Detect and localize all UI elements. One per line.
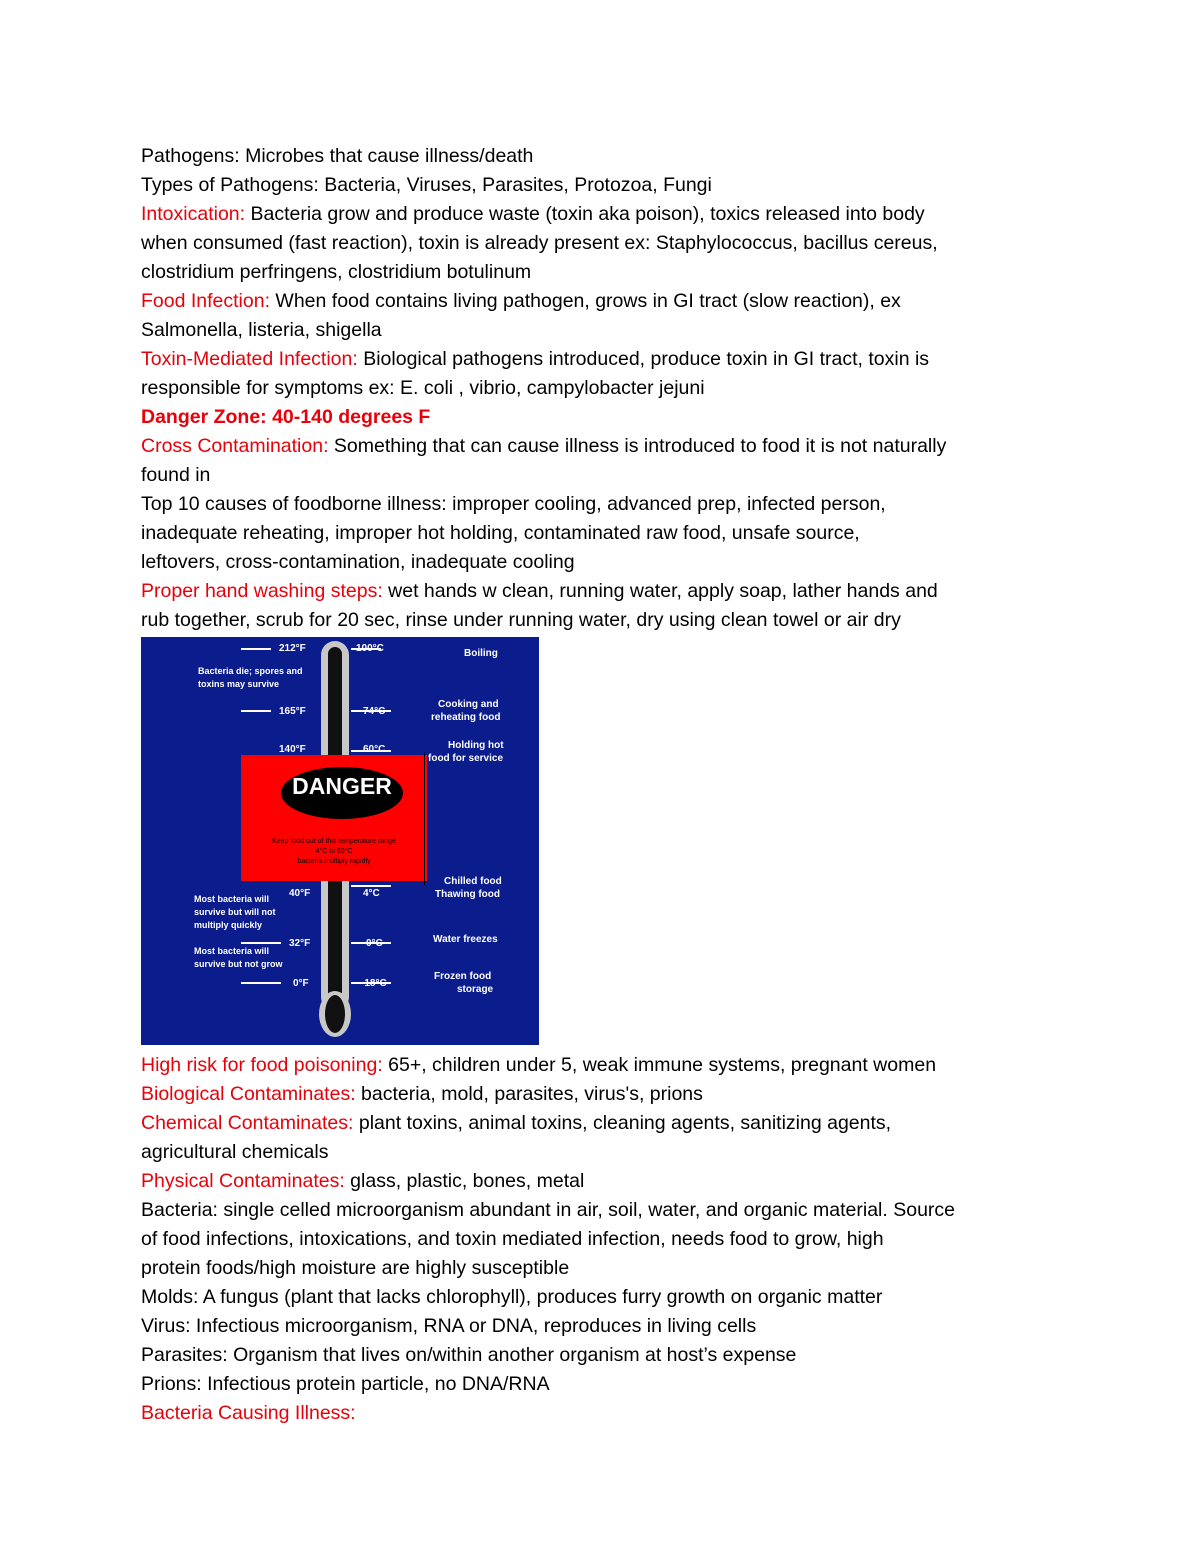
line-text: when consumed (fast reaction), toxin is already present ex: Staphylococcus, bacillus cereus, xyxy=(141,232,938,254)
label-32f: 32°F xyxy=(289,938,311,949)
text-line xyxy=(141,142,1081,171)
line-text: clostridium perfringens, clostridium botulinum xyxy=(141,261,532,283)
label-most-b2: survive but not grow xyxy=(194,959,283,969)
text-line xyxy=(141,1312,1081,1341)
label-165f: 165°F xyxy=(279,706,306,717)
term-label: Bacteria Causing Illness: xyxy=(141,1402,356,1424)
line-text: Top 10 causes of foodborne illness: improper cooling, advanced prep, infected person, xyxy=(141,493,886,515)
notes-top xyxy=(141,142,1081,635)
label-holding-2: food for service xyxy=(428,753,504,764)
term-label: Danger Zone: 40-140 degrees F xyxy=(141,406,431,428)
text-line xyxy=(141,345,1081,374)
text-line xyxy=(141,403,1081,432)
text-line xyxy=(141,548,1081,577)
text-line xyxy=(141,606,1081,635)
text-line xyxy=(141,1080,1081,1109)
text-line xyxy=(141,229,1081,258)
term-label: Food Infection: xyxy=(141,290,270,312)
text-line xyxy=(141,1225,1081,1254)
danger-zone-thermometer-figure xyxy=(141,637,539,1045)
text-line xyxy=(141,1196,1081,1225)
zone-label: ZONE xyxy=(318,799,366,818)
line-text: Bacteria: single celled microorganism abundant in air, soil, water, and organic material. Source xyxy=(141,1199,956,1221)
label-most-3: multiply quickly xyxy=(194,920,263,930)
text-line xyxy=(141,1051,1081,1080)
line-text: 65+, children under 5, weak immune systems, pregnant women xyxy=(382,1054,937,1076)
label-4c: 4°C xyxy=(363,888,380,899)
tick-32 xyxy=(241,942,281,944)
term-label: Toxin-Mediated Infection: xyxy=(141,348,358,370)
line-text: Pathogens: Microbes that cause illness/death xyxy=(141,145,534,167)
line-text: found in xyxy=(141,464,211,486)
label-m18c: -18°C xyxy=(361,978,387,989)
text-line xyxy=(141,171,1081,200)
term-label: High risk for food poisoning: xyxy=(141,1054,383,1076)
line-text: Molds: A fungus (plant that lacks chlorophyll), produces furry growth on organic matter xyxy=(141,1286,883,1308)
text-line xyxy=(141,1167,1081,1196)
thermometer-bulb-inner xyxy=(325,995,345,1033)
document-page xyxy=(141,142,1081,1428)
line-text: Parasites: Organism that lives on/within another organism at host’s expense xyxy=(141,1344,797,1366)
danger-note-line: Keep food out of this temperature range xyxy=(272,838,396,845)
label-chilled-1: Chilled food xyxy=(444,876,502,887)
text-line xyxy=(141,316,1081,345)
text-line xyxy=(141,577,1081,606)
label-212f: 212°F xyxy=(279,643,306,654)
label-holding-1: Holding hot xyxy=(448,740,504,751)
label-water-freezes: Water freezes xyxy=(433,934,498,945)
danger-label: DANGER xyxy=(292,773,392,799)
text-line xyxy=(141,1370,1081,1399)
label-140f: 140°F xyxy=(279,744,306,755)
tick-165 xyxy=(241,710,271,712)
line-text: Something that can cause illness is introduced to food it is not naturally xyxy=(328,435,947,457)
line-text: Bacteria grow and produce waste (toxin aka poison), toxics released into body xyxy=(245,203,925,225)
term-label: Proper hand washing steps: xyxy=(141,580,383,602)
term-label: Intoxication: xyxy=(141,203,246,225)
term-label: Physical Contaminates: xyxy=(141,1170,345,1192)
term-label: Cross Contamination: xyxy=(141,435,329,457)
line-text: inadequate reheating, improper hot holding, contaminated raw food, unsafe source, xyxy=(141,522,860,544)
line-text: When food contains living pathogen, grows in GI tract (slow reaction), ex xyxy=(270,290,901,312)
danger-note xyxy=(241,837,427,867)
text-line xyxy=(141,1283,1081,1312)
label-most-1: Most bacteria will xyxy=(194,894,270,904)
notes-bottom xyxy=(141,1051,1081,1428)
line-text: Salmonella, listeria, shigella xyxy=(141,319,382,341)
label-boiling: Boiling xyxy=(464,648,498,659)
line-text: Virus: Infectious microorganism, RNA or DNA, reproduces in living cells xyxy=(141,1315,757,1337)
text-line xyxy=(141,1138,1081,1167)
term-label: Biological Contaminates: xyxy=(141,1083,356,1105)
text-line xyxy=(141,287,1081,316)
text-line xyxy=(141,258,1081,287)
text-line xyxy=(141,1341,1081,1370)
text-line xyxy=(141,432,1081,461)
line-text: responsible for symptoms ex: E. coli , vibrio, campylobacter jejuni xyxy=(141,377,705,399)
term-label: Chemical Contaminates: xyxy=(141,1112,354,1134)
danger-note-line: bacteria multiply rapidly xyxy=(297,858,371,865)
label-100c: 100°C xyxy=(356,643,384,654)
label-60c: 60°C xyxy=(363,744,386,755)
label-cooking-2: reheating food xyxy=(431,712,501,723)
line-text: plant toxins, animal toxins, cleaning agents, sanitizing agents, xyxy=(353,1112,892,1134)
line-text: rub together, scrub for 20 sec, rinse under running water, dry using clean towel or air dry xyxy=(141,609,901,631)
label-cooking-1: Cooking and xyxy=(438,699,499,710)
text-line xyxy=(141,200,1081,229)
text-line xyxy=(141,1109,1081,1138)
line-text: wet hands w clean, running water, apply soap, lather hands and xyxy=(382,580,938,602)
danger-note-line: 4°C to 60°C xyxy=(315,848,353,855)
label-0f: 0°F xyxy=(293,978,309,989)
text-line xyxy=(141,374,1081,403)
label-40f: 40°F xyxy=(289,888,311,899)
text-line xyxy=(141,1399,1081,1428)
label-0c: 0°C xyxy=(366,938,383,949)
label-most-b1: Most bacteria will xyxy=(194,946,270,956)
line-text: of food infections, intoxications, and toxin mediated infection, needs food to grow, high xyxy=(141,1228,884,1250)
line-text: agricultural chemicals xyxy=(141,1141,329,1163)
tick-0f xyxy=(241,982,281,984)
line-text: protein foods/high moisture are highly susceptible xyxy=(141,1257,570,1279)
label-chilled-2: Thawing food xyxy=(435,889,500,900)
label-frozen-2: storage xyxy=(457,984,494,995)
label-74c: 74°C xyxy=(363,706,386,717)
label-bacteria-die-1: Bacteria die; spores and xyxy=(198,666,303,676)
text-line xyxy=(141,490,1081,519)
line-text: leftovers, cross-contamination, inadequate cooling xyxy=(141,551,575,573)
label-most-2: survive but will not xyxy=(194,907,276,917)
label-frozen-1: Frozen food xyxy=(434,971,492,982)
text-line xyxy=(141,461,1081,490)
line-text: bacteria, mold, parasites, virus's, prions xyxy=(355,1083,703,1105)
text-line xyxy=(141,1254,1081,1283)
text-line xyxy=(141,519,1081,548)
line-text: Types of Pathogens: Bacteria, Viruses, Parasites, Protozoa, Fungi xyxy=(141,174,712,196)
tick-212 xyxy=(241,648,271,650)
line-text: glass, plastic, bones, metal xyxy=(344,1170,585,1192)
line-text: Biological pathogens introduced, produce toxin in GI tract, toxin is xyxy=(357,348,930,370)
label-bacteria-die-2: toxins may survive xyxy=(198,679,280,689)
line-text: Prions: Infectious protein particle, no DNA/RNA xyxy=(141,1373,550,1395)
